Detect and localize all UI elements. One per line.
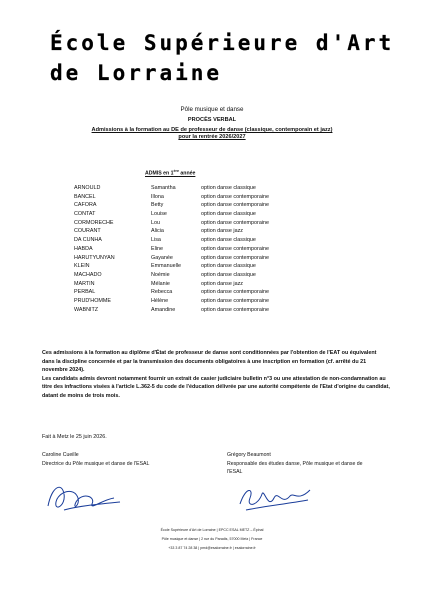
admis-heading-sup: ère (173, 169, 179, 173)
footer-line-1: École Supérieure d'Art de Lorraine | EPCC ESAL METZ – Épinal (160, 528, 264, 532)
student-option: option danse classique (201, 263, 256, 270)
footer (0, 526, 424, 553)
student-last-name: HABDA (74, 245, 93, 252)
logo-line-1: École Supérieure d'Art (50, 31, 395, 55)
student-last-name: KLEIN (74, 263, 90, 270)
student-first-name: Eline (151, 245, 163, 252)
student-option: option danse contemporaine (201, 254, 270, 261)
signatory-right-role: Responsable des études danse, Pôle musique et danse de l'ESAL (227, 460, 363, 475)
signatory-left-name: Caroline Cueille (42, 452, 79, 458)
footer-line-2: Pôle musique et danse | 2 rue du Paradis, 57000 Metz | France (161, 537, 263, 541)
student-option: option danse jazz (201, 280, 243, 287)
student-first-name: Emmanuelle (151, 263, 181, 270)
student-first-name: Amandine (151, 306, 176, 313)
student-last-name: ARNOULD (74, 185, 101, 191)
student-first-name: Lou (151, 219, 160, 226)
signatory-left-role: Directrice du Pôle musique et danse de l'ESAL (42, 460, 150, 467)
conditions-paragraph-2: Les candidats admis devront notamment fournir un extrait de casier judiciaire bulletin n°3 ou une attestation de non-condamnation au titre des infractions visées à l'article L.362-5 du code de l'éducation délivrée par une autorité compétente de l'Etat d'origine du candidat, datant de moins de trois mois. (42, 375, 390, 399)
student-option: option danse contemporaine (201, 306, 270, 313)
admissions-title-line2: pour la rentrée 2026/2027 (178, 134, 246, 140)
conditions-text (42, 349, 390, 400)
logo-line-2: de Lorraine (50, 61, 223, 85)
student-option: option danse classique (201, 237, 256, 244)
student-last-name: DA CUNHA (74, 237, 102, 244)
student-first-name: Louise (151, 211, 167, 218)
student-last-name: HARUTYUNYAN (74, 254, 115, 261)
student-option: option danse contemporaine (201, 202, 270, 209)
signatory-right-name: Grégory Beaumont (227, 452, 271, 458)
student-last-name: WABNITZ (74, 306, 99, 313)
student-last-name: COURANT (74, 228, 101, 235)
student-first-name: Noémie (151, 271, 170, 278)
signature-left (44, 476, 124, 518)
student-first-name: Illona (151, 193, 164, 200)
student-option: option danse classique (201, 211, 256, 218)
student-last-name: CORMORECHE (74, 219, 114, 226)
student-first-name: Gayanée (151, 254, 173, 261)
student-last-name: PERBAL (74, 289, 96, 296)
admis-heading-prefix: ADMIS en 1 (145, 170, 174, 177)
admis-heading (145, 169, 195, 177)
student-first-name: Lisa (151, 237, 161, 244)
student-option: option danse classique (201, 271, 256, 278)
admis-heading-suffix: année (178, 170, 196, 177)
student-last-name: BANCEL (74, 193, 96, 200)
signatory-right (227, 451, 377, 477)
student-option: option danse classique (201, 185, 256, 191)
student-last-name: CONTAT (74, 211, 96, 218)
proces-verbal-title: PROCÈS VERBAL (187, 117, 237, 123)
student-first-name: Rebecca (151, 289, 173, 296)
student-last-name: PRUD'HOMME (74, 297, 111, 304)
student-first-name: Betty (151, 202, 164, 209)
student-option: option danse contemporaine (201, 297, 270, 304)
student-first-name: Samantha (151, 185, 176, 191)
student-last-name: CAFORA (74, 202, 97, 209)
student-first-name: Hélène (151, 297, 169, 304)
conditions-paragraph-1: Ces admissions à la formation au diplôme d'État de professeur de danse sont conditionnées par l'obtention de l'EAT ou équivalent dans la discipline concernée et par la transmission des documents obligatoires à une inscription en formation (cf. arrêté du 21 novembre 2024). (42, 350, 377, 373)
student-option: option danse jazz (201, 228, 243, 235)
student-option: option danse contemporaine (201, 219, 270, 226)
signature-right (236, 480, 316, 516)
footer-line-3: +33 3 87 74 28 38 | pmd@esalorraine.fr | esalorraine.fr (168, 546, 256, 550)
student-last-name: MARTIN (74, 280, 95, 287)
student-first-name: Alicia (151, 228, 164, 235)
pole-title: Pôle musique et danse (180, 106, 244, 113)
date-place: Fait à Metz le 25 juin 2026. (42, 434, 107, 440)
student-option: option danse contemporaine (201, 193, 270, 200)
esal-logo (50, 28, 395, 88)
student-option: option danse contemporaine (201, 289, 270, 296)
student-first-name: Mélanie (151, 280, 170, 287)
student-last-name: MACHADO (74, 271, 102, 278)
admissions-title-line1: Admissions à la formation au DE de professeur de danse (classique, contemporain et jazz) (91, 127, 333, 133)
signatory-left (42, 451, 149, 468)
student-option: option danse contemporaine (201, 245, 270, 252)
